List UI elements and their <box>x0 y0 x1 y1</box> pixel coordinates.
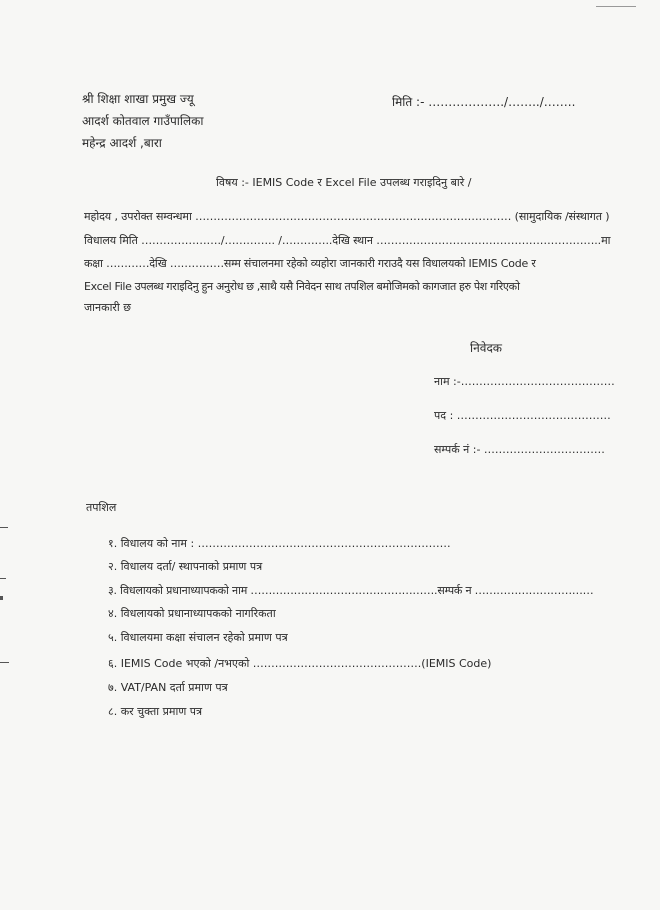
details-item-6: ६. IEMIS Code भएको /नभएको ……………………………………….(IEMIS Code) <box>108 657 492 670</box>
body-line-4: Excel File उपलब्ध गराइदिनु हुन अनुरोध छ ,साथै यसै निवेदन साथ तपशिल बमोजिमको कागजात हरु पेश गरिएको <box>84 280 520 293</box>
details-item-2: २. विधालय दर्ता/ स्थापनाको प्रमाण पत्र <box>108 560 263 573</box>
details-heading: तपशिल <box>86 501 117 514</box>
applicant-post-field: पद : …………………………………… <box>434 409 611 422</box>
applicant-contact-field: सम्पर्क नं :- …………………………… <box>434 443 605 456</box>
applicant-title: निवेदक <box>470 341 503 355</box>
details-item-7: ७. VAT/PAN दर्ता प्रमाण पत्र <box>108 681 228 694</box>
scan-edge-mark <box>596 6 636 7</box>
scan-edge-mark <box>0 662 9 663</box>
body-line-5: जानकारी छ <box>84 301 131 314</box>
date-line: मिति :- ………………./……../…….. <box>392 95 576 109</box>
details-item-8: ८. कर चुक्ता प्रमाण पत्र <box>108 705 203 718</box>
applicant-name-field: नाम :-…………………………………… <box>434 375 615 388</box>
recipient-line-1: श्री शिक्षा शाखा प्रमुख ज्यू <box>82 92 194 106</box>
scan-edge-mark <box>0 596 3 600</box>
subject-line: विषय :- IEMIS Code र Excel File उपलब्ध गराइदिनु बारे / <box>216 176 472 189</box>
body-line-3: कक्षा …………देखि ……………सम्म संचालनमा रहेको व्यहोरा जानकारी गराउदै यस विधालयको IEMIS Code र <box>84 257 536 270</box>
body-line-2: विधालय मिति …………………./………….. /…………..देखि स्थान ……………………………………………………..मा <box>84 234 611 247</box>
body-line-1: महोदय , उपरोक्त सम्वन्धमा …………………………………………………………………………… (सामुदायिक /संस्थागत ) <box>84 210 610 223</box>
scan-edge-mark <box>0 578 6 579</box>
details-item-5: ५. विधालयमा कक्षा संचालन रहेको प्रमाण पत्र <box>108 631 288 644</box>
details-item-1: १. विधालय को नाम : …………………………………………………………… <box>108 537 451 550</box>
recipient-line-3: महेन्द्र आदर्श ,बारा <box>82 136 162 150</box>
details-item-3: ३. विधलायको प्रधानाध्यापकको नाम …………………………………………….सम्पर्क न …………………………… <box>108 584 594 597</box>
scan-edge-mark <box>0 527 8 528</box>
details-item-4: ४. विधलायको प्रधानाध्यापकको नागरिकता <box>108 607 276 620</box>
recipient-line-2: आदर्श कोतवाल गाउँपालिका <box>82 114 204 128</box>
